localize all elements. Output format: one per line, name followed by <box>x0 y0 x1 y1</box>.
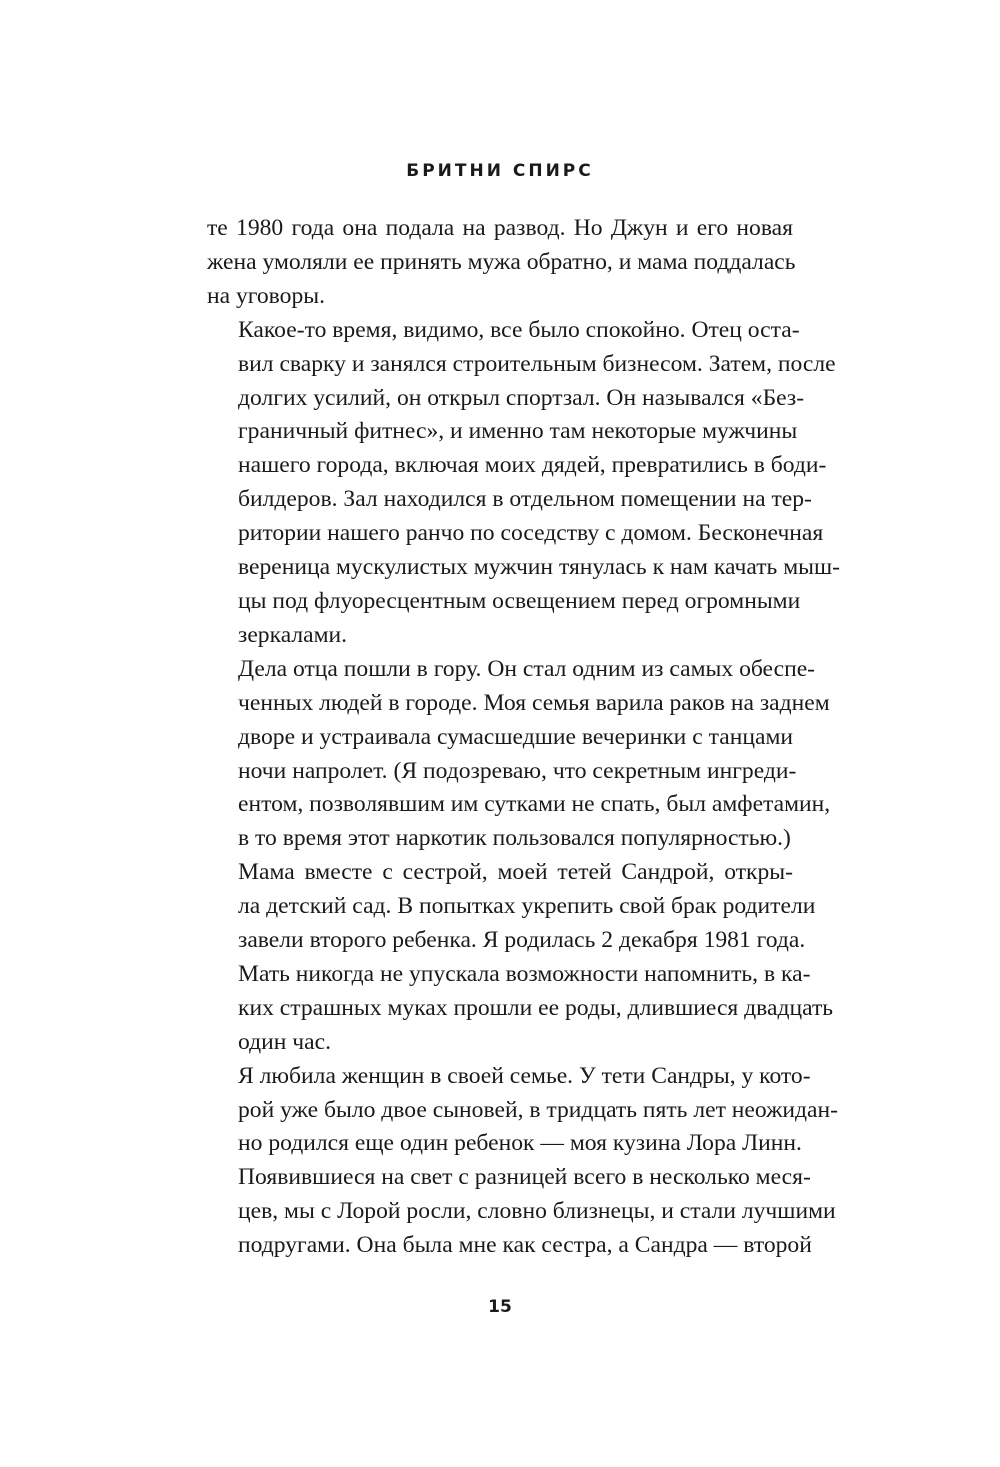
text-line: рой уже было двое сыновей, в тридцать пять лет неожидан- <box>238 1096 838 1123</box>
text-line: ентом, позволявшим им сутками не спать, был амфетамин, <box>238 791 831 818</box>
text-line: билдеров. Зал находился в отдельном помещении на тер- <box>238 486 812 513</box>
text-line: зеркалами. <box>238 621 348 648</box>
text-line: ритории нашего ранчо по соседству с домом. Бесконечная <box>238 520 824 547</box>
text-line: вил сварку и занялся строительным бизнесом. Затем, после <box>238 350 836 377</box>
text-line: дворе и устраивала сумасшедшие вечеринки с танцами <box>238 723 793 750</box>
paragraph-1 <box>207 212 796 314</box>
text-line: вереница мускулистых мужчин тянулась к нам качать мыш- <box>238 554 840 581</box>
text-line: подругами. Она была мне как сестра, а Сандра — второй <box>238 1232 812 1259</box>
running-head: БРИТНИ СПИРС <box>406 161 594 181</box>
text-line: ченных людей в городе. Моя семья варила раков на заднем <box>238 689 830 716</box>
text-line: Мать никогда не упускала возможности напомнить, в ка- <box>238 960 811 987</box>
text-line: Какое-то время, видимо, все было спокойно. Отец оста- <box>238 316 800 343</box>
text-line: в то время этот наркотик пользовался популярностью.) <box>238 825 791 852</box>
text-line: Появившиеся на свет с разницей всего в несколько меся- <box>238 1164 811 1191</box>
text-line: граничный фитнес», и именно там некоторые мужчины <box>238 418 798 445</box>
paragraph-3 <box>207 653 831 856</box>
text-line: те 1980 года она подала на развод. Но Джун и его новая <box>207 215 793 241</box>
text-line: ночи напролет. (Я подозреваю, что секретным ингреди- <box>238 757 797 784</box>
paragraph-4 <box>207 856 834 1059</box>
text-line: Мама вместе с сестрой, моей тетей Сандрой, откры- <box>238 859 793 886</box>
text-line: завели второго ребенка. Я родилась 2 декабря 1981 года. <box>238 927 806 954</box>
text-line: Я любила женщин в своей семье. У тети Сандры, у кото- <box>238 1062 811 1089</box>
text-line: один час. <box>238 1028 331 1055</box>
text-line: на уговоры. <box>207 282 326 309</box>
body-text <box>207 212 840 1263</box>
text-line: долгих усилий, он открыл спортзал. Он назывался «Без- <box>238 384 805 411</box>
text-line: цы под флуоресцентным освещением перед огромными <box>238 587 801 614</box>
text-line: цев, мы с Лорой росли, словно близнецы, и стали лучшими <box>238 1198 836 1225</box>
text-line: Дела отца пошли в гору. Он стал одним из самых обеспе- <box>238 655 816 682</box>
text-line: но родился еще один ребенок — моя кузина Лора Линн. <box>238 1130 802 1157</box>
text-line: ких страшных муках прошли ее роды, длившиеся двадцать <box>238 994 834 1021</box>
paragraph-5 <box>207 1060 838 1263</box>
page-number: 15 <box>488 1297 512 1317</box>
text-line: жена умоляли ее принять мужа обратно, и мама поддалась <box>207 248 796 275</box>
text-line: нашего города, включая моих дядей, превратились в боди- <box>238 452 827 479</box>
text-line: ла детский сад. В попытках укрепить свой брак родители <box>238 893 816 920</box>
paragraph-2 <box>207 314 840 653</box>
